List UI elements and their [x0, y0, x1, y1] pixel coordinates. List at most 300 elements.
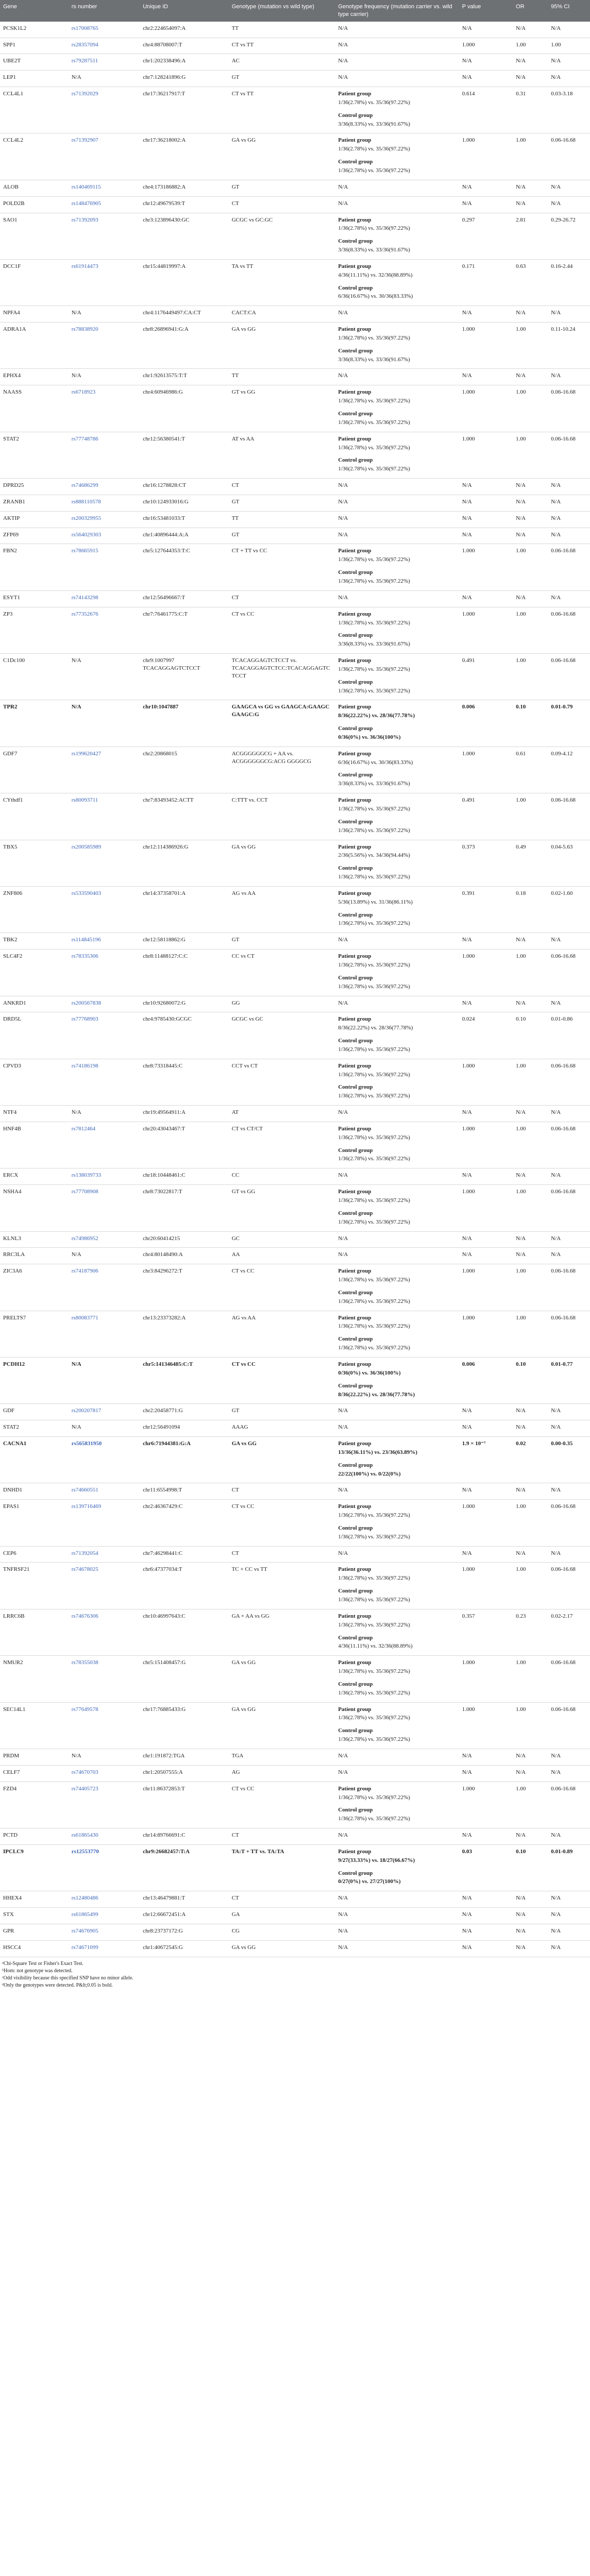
cell-or-text: N/A — [516, 1109, 526, 1116]
cell-unique-id — [140, 1231, 228, 1248]
cell-gene-text: TPR2 — [3, 704, 18, 710]
cell-p-value-text: N/A — [462, 515, 472, 521]
cell-genotype — [229, 1404, 335, 1420]
frequency-value: N/A — [338, 41, 348, 48]
frequency-value: N/A — [338, 1172, 348, 1179]
cell-unique-id — [140, 511, 228, 528]
cell-rs-number-text[interactable]: rs12553770 — [71, 1848, 99, 1855]
cell-unique-id — [140, 259, 228, 306]
cell-genotype-text: GA — [231, 1911, 240, 1918]
cell-genotype-frequency — [335, 54, 459, 71]
cell-rs-number-text[interactable]: rs74676905 — [71, 1927, 98, 1934]
cell-or-text: 1.00 — [516, 1566, 526, 1573]
cell-genotype — [229, 840, 335, 886]
cell-unique-id-text: chr4:173186882:A — [143, 183, 186, 190]
cell-rs-number-text[interactable]: rs6718923 — [71, 389, 96, 396]
cell-or-text: 0.02 — [516, 1440, 526, 1447]
cell-p-value — [459, 1782, 513, 1828]
table-row — [0, 1828, 590, 1845]
cell-rs-number-text[interactable]: rs74676306 — [71, 1613, 98, 1619]
cell-unique-id-text: chr13:46479881:T — [143, 1895, 186, 1902]
cell-genotype — [229, 933, 335, 950]
cell-ci-text: N/A — [551, 1408, 561, 1414]
cell-rs-number-text[interactable]: rs140469115 — [71, 183, 101, 190]
cell-genotype-text: CT vs CC — [231, 1268, 255, 1275]
cell-ci-text: N/A — [551, 1251, 561, 1258]
cell-genotype — [229, 700, 335, 747]
cell-unique-id-text: chr10:46997643:C — [143, 1613, 186, 1619]
header-p-value: P value — [459, 0, 513, 22]
cell-rs-number-text[interactable]: rs74187906 — [71, 1268, 98, 1275]
cell-rs-number-text[interactable]: rs80093711 — [71, 797, 98, 804]
cell-ci — [548, 306, 590, 323]
cell-or-text: N/A — [516, 1944, 526, 1951]
cell-or — [513, 528, 548, 544]
cell-unique-id-text: chr19:49564911:A — [143, 1109, 186, 1116]
cell-or — [513, 71, 548, 87]
cell-rs-number — [69, 479, 140, 495]
cell-genotype-text: GA vs GG — [231, 137, 256, 144]
cell-p-value-text: N/A — [462, 498, 472, 505]
cell-or-text: 1.00 — [516, 1503, 526, 1510]
cell-p-value — [459, 1765, 513, 1782]
cell-rs-number-text[interactable]: rs74143298 — [71, 594, 98, 601]
cell-rs-number — [69, 180, 140, 196]
cell-genotype — [229, 511, 335, 528]
cell-p-value — [459, 1609, 513, 1655]
cell-genotype — [229, 22, 335, 38]
cell-genotype-frequency — [335, 1924, 459, 1940]
cell-rs-number — [69, 1311, 140, 1357]
cell-rs-number-text[interactable]: rs74986952 — [71, 1235, 98, 1242]
cell-p-value — [459, 1483, 513, 1500]
cell-gene — [0, 1357, 69, 1403]
cell-unique-id — [140, 1420, 228, 1437]
cell-ci-text: N/A — [551, 1424, 561, 1431]
cell-gene-text: PCDH12 — [3, 1361, 25, 1367]
cell-rs-number-text[interactable]: rs61865430 — [71, 1832, 98, 1839]
cell-gene — [0, 1765, 69, 1782]
group-label: Patient group — [338, 953, 372, 960]
cell-rs-number — [69, 38, 140, 54]
cell-unique-id-text: chr10:1047887 — [143, 704, 179, 710]
cell-ci-text: 0.06-16.68 — [551, 1125, 576, 1132]
cell-gene-text: CCL4L2 — [3, 137, 24, 144]
group-label: Control group — [338, 725, 373, 732]
cell-gene — [0, 1749, 69, 1765]
cell-p-value — [459, 840, 513, 886]
frequency-value: 3/36(8.33%) vs. 33/36(91.67%) — [338, 356, 410, 363]
cell-or-text: 1.00 — [516, 797, 526, 804]
cell-rs-number-text[interactable]: rs74671099 — [71, 1944, 98, 1951]
cell-rs-number-text[interactable]: rs77708908 — [71, 1189, 98, 1195]
cell-gene-text: PRELTS7 — [3, 1314, 26, 1321]
frequency-value: N/A — [338, 1832, 348, 1839]
cell-rs-number — [69, 700, 140, 747]
cell-p-value-text: 0.373 — [462, 843, 475, 850]
group-label: Control group — [338, 284, 373, 291]
table-row — [0, 1059, 590, 1105]
cell-rs-number-text[interactable]: rs74686299 — [71, 482, 98, 489]
cell-rs-number-text[interactable]: rs77352676 — [71, 611, 98, 617]
cell-unique-id — [140, 1546, 228, 1563]
cell-or-text: 0.18 — [516, 890, 526, 896]
cell-unique-id-text: chr2:20458771:G — [143, 1408, 183, 1414]
cell-rs-number — [69, 1891, 140, 1908]
cell-p-value-text: N/A — [462, 1424, 472, 1431]
cell-genotype-text: CT — [231, 1895, 239, 1902]
cell-p-value-text: 1.000 — [462, 1659, 475, 1666]
cell-genotype-text: AG — [231, 1769, 240, 1775]
cell-rs-number-text[interactable]: rs74670703 — [71, 1769, 98, 1775]
cell-genotype-text: CT — [231, 1550, 239, 1556]
cell-p-value — [459, 747, 513, 793]
cell-genotype-text: GCGC vs GC — [231, 1016, 263, 1023]
cell-genotype-text: AT — [231, 1109, 239, 1116]
frequency-value: 1/36(2.78%) vs. 35/36(97.22%) — [338, 1689, 410, 1696]
cell-rs-number-text[interactable]: rs7812464 — [71, 1125, 96, 1132]
cell-p-value — [459, 1059, 513, 1105]
cell-rs-number-text[interactable]: rs200329955 — [71, 515, 102, 521]
cell-p-value — [459, 495, 513, 511]
cell-rs-number — [69, 544, 140, 590]
cell-gene-text: PRDM — [3, 1752, 20, 1759]
cell-gene-text: FBN2 — [3, 548, 17, 554]
cell-unique-id-text: chr7:46298441:C — [143, 1550, 183, 1556]
cell-or-text: N/A — [516, 1172, 526, 1179]
frequency-value: 1/36(2.78%) vs. 35/36(97.22%) — [338, 1597, 410, 1603]
cell-ci — [548, 1609, 590, 1655]
group-label: Control group — [338, 1147, 373, 1154]
cell-p-value — [459, 1122, 513, 1168]
cell-or — [513, 840, 548, 886]
cell-ci-text: N/A — [551, 25, 561, 31]
cell-genotype-frequency — [335, 22, 459, 38]
cell-ci — [548, 544, 590, 590]
cell-gene — [0, 1231, 69, 1248]
cell-or-text: 0.10 — [516, 704, 526, 710]
cell-rs-number-text[interactable]: rs200207817 — [71, 1408, 102, 1414]
cell-genotype-text: AC — [231, 58, 240, 64]
cell-genotype-frequency — [335, 1563, 459, 1609]
frequency-value: 6/36(16.67%) vs. 30/36(83.33%) — [338, 293, 413, 300]
cell-gene-text: FZD4 — [3, 1785, 17, 1792]
cell-rs-number-text[interactable]: rs200567838 — [71, 999, 102, 1006]
cell-or-text: N/A — [516, 1769, 526, 1775]
cell-rs-number-text[interactable]: rs71392054 — [71, 1550, 98, 1556]
cell-unique-id-text: chr17:36218002:A — [143, 137, 186, 144]
table-row — [0, 1924, 590, 1940]
cell-gene — [0, 1609, 69, 1655]
cell-rs-number-text[interactable]: rs138039733 — [71, 1172, 102, 1179]
table-row — [0, 133, 590, 180]
cell-rs-number-text[interactable]: rs77748786 — [71, 435, 98, 442]
cell-gene-text: STAT2 — [3, 435, 19, 442]
cell-rs-number-text[interactable]: rs74405723 — [71, 1785, 98, 1792]
cell-or-text: N/A — [516, 1408, 526, 1414]
cell-gene-text: PCSK1L2 — [3, 25, 27, 31]
cell-rs-number-text[interactable]: rs564029303 — [71, 531, 102, 538]
cell-ci — [548, 1563, 590, 1609]
cell-genotype — [229, 1168, 335, 1185]
cell-rs-number-text[interactable]: rs71392029 — [71, 91, 98, 97]
cell-ci-text: N/A — [551, 372, 561, 379]
cell-unique-id — [140, 544, 228, 590]
cell-p-value — [459, 654, 513, 700]
frequency-value: 0/36(0%) vs. 36/36(100%) — [338, 734, 401, 740]
frequency-value: 1/36(2.78%) vs. 35/36(97.22%) — [338, 556, 410, 563]
cell-genotype-frequency — [335, 1168, 459, 1185]
group-label: Patient group — [338, 704, 372, 710]
cell-or — [513, 1765, 548, 1782]
note-line: ᵈOnly the genotypes were detected. P&lt;0.05 is bold. — [2, 1982, 113, 1988]
cell-p-value — [459, 180, 513, 196]
cell-or-text: N/A — [516, 183, 526, 190]
cell-gene — [0, 590, 69, 607]
frequency-value: 1/36(2.78%) vs. 35/36(97.22%) — [338, 1533, 410, 1540]
cell-ci-text: N/A — [551, 531, 561, 538]
cell-ci-text: 0.06-16.68 — [551, 657, 576, 664]
cell-unique-id — [140, 213, 228, 259]
cell-ci-text: 0.00-0.35 — [551, 1440, 573, 1447]
cell-p-value-text: N/A — [462, 1769, 472, 1775]
cell-rs-number-text[interactable]: rs139716469 — [71, 1503, 102, 1510]
frequency-value: 5/36(13.89%) vs. 31/36(86.11%) — [338, 899, 413, 905]
cell-rs-number-text[interactable]: rs74186198 — [71, 1062, 98, 1069]
group-label: Control group — [338, 865, 373, 872]
frequency-value: 1/36(2.78%) vs. 35/36(97.22%) — [338, 983, 410, 990]
cell-genotype-frequency — [335, 1185, 459, 1231]
cell-gene — [0, 950, 69, 996]
cell-ci — [548, 511, 590, 528]
cell-gene — [0, 213, 69, 259]
cell-p-value — [459, 1844, 513, 1891]
frequency-value: N/A — [338, 1408, 348, 1414]
frequency-value: N/A — [338, 200, 348, 207]
cell-p-value-text: 1.9 × 10⁻⁷ — [462, 1440, 486, 1447]
cell-genotype-text: GT vs GG — [231, 1189, 256, 1195]
cell-genotype-frequency — [335, 1656, 459, 1702]
cell-rs-number-text[interactable]: rs12480486 — [71, 1895, 98, 1902]
cell-or — [513, 1891, 548, 1908]
table-row — [0, 1609, 590, 1655]
cell-genotype-frequency — [335, 996, 459, 1012]
cell-unique-id-text: chr20:43043467:T — [143, 1125, 186, 1132]
cell-gene-text: DCC1F — [3, 263, 21, 269]
cell-or-text: 0.49 — [516, 843, 526, 850]
cell-rs-number — [69, 1500, 140, 1546]
cell-ci — [548, 1546, 590, 1563]
cell-ci — [548, 700, 590, 747]
cell-ci-text: N/A — [551, 482, 561, 489]
cell-rs-number-text[interactable]: rs74678025 — [71, 1566, 98, 1573]
cell-genotype — [229, 886, 335, 933]
cell-unique-id — [140, 1264, 228, 1311]
table-row — [0, 1122, 590, 1168]
cell-unique-id-text: chr16:53481033:T — [143, 515, 186, 521]
group-label: Patient group — [338, 137, 372, 144]
cell-gene-text: STAT2 — [3, 1424, 19, 1431]
cell-gene-text: GPR — [3, 1927, 14, 1934]
cell-rs-number-text[interactable]: rs71392907 — [71, 137, 98, 144]
cell-ci — [548, 1483, 590, 1500]
cell-unique-id — [140, 886, 228, 933]
cell-or-text: N/A — [516, 999, 526, 1006]
cell-genotype-frequency — [335, 1828, 459, 1845]
cell-gene-text: ANKRD1 — [3, 999, 26, 1006]
cell-rs-number-text[interactable]: rs78335306 — [71, 953, 98, 960]
cell-gene — [0, 259, 69, 306]
cell-gene-text: CACNA1 — [3, 1440, 27, 1447]
frequency-value: N/A — [338, 498, 348, 505]
cell-ci-text: 0.01-0.79 — [551, 704, 573, 710]
cell-gene-text: GDF7 — [3, 750, 18, 757]
cell-rs-number-text[interactable]: rs17008765 — [71, 25, 98, 31]
cell-rs-number-text[interactable]: rs61865499 — [71, 1911, 98, 1918]
cell-p-value-text: 0.357 — [462, 1613, 475, 1619]
cell-rs-number-text[interactable]: rs148476905 — [71, 200, 102, 207]
cell-rs-number-text[interactable]: rs78838920 — [71, 326, 98, 333]
cell-p-value — [459, 1420, 513, 1437]
cell-or-text: N/A — [516, 372, 526, 379]
cell-p-value-text: 1.000 — [462, 326, 475, 333]
cell-unique-id-text: chr12:58118862:G — [143, 937, 186, 943]
table-row — [0, 369, 590, 385]
cell-p-value-text: 1.000 — [462, 1503, 475, 1510]
table-row — [0, 22, 590, 38]
cell-rs-number-text[interactable]: rs565831950 — [71, 1440, 102, 1447]
group-label: Control group — [338, 1588, 373, 1595]
cell-rs-number-text[interactable]: rs78355038 — [71, 1659, 98, 1666]
table-row — [0, 1891, 590, 1908]
cell-or-text: N/A — [516, 200, 526, 207]
cell-unique-id — [140, 323, 228, 369]
cell-genotype — [229, 1437, 335, 1483]
cell-gene — [0, 196, 69, 213]
cell-ci — [548, 196, 590, 213]
frequency-value: 3/36(8.33%) vs. 33/36(91.67%) — [338, 247, 410, 253]
cell-ci — [548, 1122, 590, 1168]
cell-or — [513, 1248, 548, 1264]
cell-or-text: N/A — [516, 515, 526, 521]
cell-rs-number-text[interactable]: rs28357094 — [71, 41, 98, 48]
cell-ci — [548, 54, 590, 71]
frequency-value: 1/36(2.78%) vs. 35/36(97.22%) — [338, 1046, 410, 1053]
cell-rs-number-text[interactable]: rs78665915 — [71, 548, 98, 554]
cell-rs-number-text[interactable]: rs114845196 — [71, 937, 101, 943]
cell-unique-id — [140, 54, 228, 71]
frequency-value: 2/36(5.56%) vs. 34/36(94.44%) — [338, 852, 410, 859]
cell-p-value — [459, 1264, 513, 1311]
table-row — [0, 886, 590, 933]
cell-gene-text: KLNL3 — [3, 1235, 21, 1242]
cell-ci-text: N/A — [551, 1752, 561, 1759]
frequency-value: 1/36(2.78%) vs. 35/36(97.22%) — [338, 619, 410, 626]
cell-genotype — [229, 196, 335, 213]
cell-p-value — [459, 1749, 513, 1765]
frequency-value: N/A — [338, 1769, 348, 1775]
table-row — [0, 1311, 590, 1357]
group-label: Control group — [338, 1870, 373, 1876]
cell-or — [513, 1012, 548, 1059]
cell-ci — [548, 213, 590, 259]
cell-rs-number — [69, 607, 140, 653]
cell-or-text: 1.00 — [516, 1062, 526, 1069]
cell-unique-id-text: chr4:88708007:T — [143, 41, 182, 48]
cell-rs-number-text[interactable]: rs71392093 — [71, 216, 98, 223]
cell-unique-id-text: chr1:191872:TGA — [143, 1752, 185, 1759]
cell-unique-id — [140, 1563, 228, 1609]
cell-gene-text: STX — [3, 1911, 14, 1918]
cell-rs-number-text[interactable]: rs61914473 — [71, 263, 98, 269]
cell-ci-text: 0.06-16.68 — [551, 1706, 576, 1713]
cell-rs-number-text[interactable]: rs77768903 — [71, 1016, 98, 1023]
cell-genotype-frequency — [335, 747, 459, 793]
cell-p-value-text: N/A — [462, 1752, 472, 1759]
cell-ci-text: N/A — [551, 1487, 561, 1494]
cell-unique-id-text: chr13:23373282:A — [143, 1314, 186, 1321]
frequency-value: N/A — [338, 1550, 348, 1556]
cell-genotype-frequency — [335, 1404, 459, 1420]
cell-rs-number-text[interactable]: rs79287511 — [71, 58, 98, 64]
cell-or-text: N/A — [516, 1752, 526, 1759]
cell-p-value — [459, 528, 513, 544]
cell-gene-text: HHEX4 — [3, 1895, 22, 1902]
cell-rs-number — [69, 1404, 140, 1420]
cell-p-value — [459, 590, 513, 607]
cell-p-value-text: N/A — [462, 1487, 472, 1494]
cell-ci-text: 0.06-16.68 — [551, 389, 576, 396]
cell-rs-number-text[interactable]: rs888110578 — [71, 498, 101, 505]
frequency-value: 8/36(22.22%) vs. 28/36(77.78%) — [338, 1025, 413, 1031]
cell-rs-number-text[interactable]: rs77649578 — [71, 1706, 98, 1713]
table-row — [0, 1404, 590, 1420]
cell-p-value-text: N/A — [462, 25, 472, 31]
cell-rs-number-text[interactable]: rs74660551 — [71, 1487, 98, 1494]
cell-unique-id — [140, 1185, 228, 1231]
cell-genotype-frequency — [335, 432, 459, 478]
cell-ci — [548, 1765, 590, 1782]
cell-rs-number-text[interactable]: rs80083771 — [71, 1314, 98, 1321]
cell-genotype-text: CT — [231, 482, 239, 489]
cell-genotype-frequency — [335, 1908, 459, 1924]
cell-unique-id — [140, 1702, 228, 1749]
table-row — [0, 1012, 590, 1059]
cell-unique-id — [140, 432, 228, 478]
cell-p-value — [459, 54, 513, 71]
cell-rs-number-text[interactable]: rs200585989 — [71, 843, 102, 850]
cell-p-value-text: N/A — [462, 1927, 472, 1934]
cell-p-value-text: 1.000 — [462, 953, 475, 960]
cell-p-value — [459, 1702, 513, 1749]
group-label: Patient group — [338, 890, 372, 896]
cell-genotype — [229, 1891, 335, 1908]
cell-unique-id-text: chr5:141346485:C:T — [143, 1361, 193, 1367]
cell-genotype-frequency — [335, 840, 459, 886]
cell-ci-text: 0.03-3.18 — [551, 91, 573, 97]
cell-genotype-text: TT — [231, 25, 239, 31]
frequency-value: N/A — [338, 515, 348, 521]
frequency-value: 1/36(2.78%) vs. 35/36(97.22%) — [338, 1668, 410, 1675]
table-row — [0, 1185, 590, 1231]
cell-rs-number-text[interactable]: rs199620427 — [71, 750, 102, 757]
cell-gene — [0, 1940, 69, 1957]
cell-unique-id — [140, 1924, 228, 1940]
cell-genotype — [229, 1500, 335, 1546]
cell-rs-number-text[interactable]: rs533590403 — [71, 890, 102, 896]
note-line: ᵇHom: not genotype was detected. — [2, 1968, 73, 1974]
cell-rs-number — [69, 1185, 140, 1231]
